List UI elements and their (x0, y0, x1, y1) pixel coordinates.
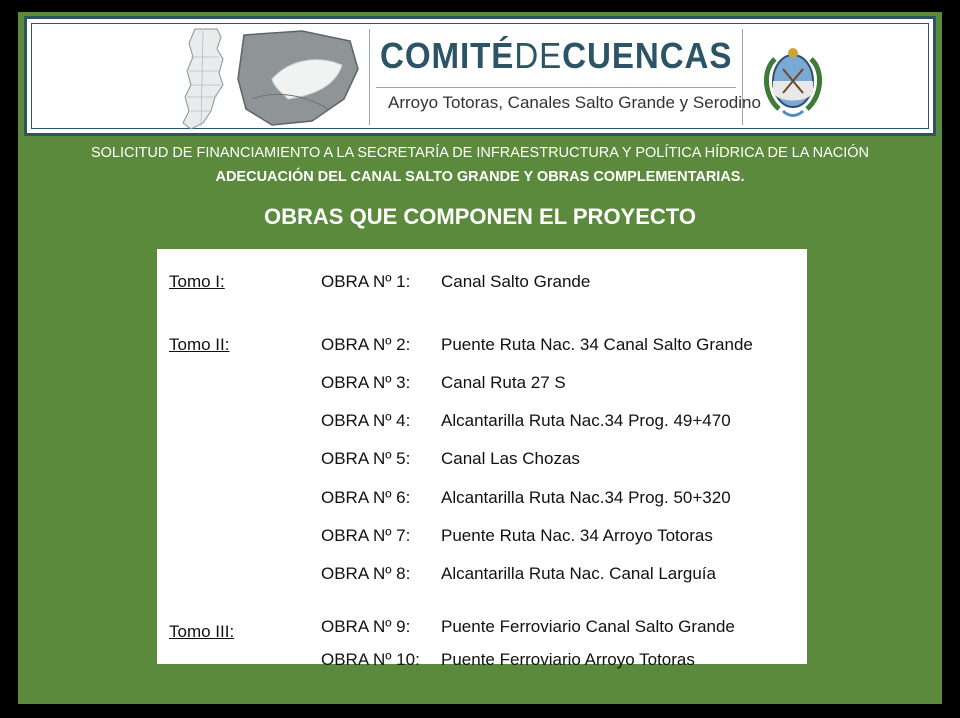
obra-number: OBRA Nº 9: (321, 617, 411, 636)
logo-title-thin: DE (514, 35, 563, 76)
obra-number: OBRA Nº 1: (321, 272, 411, 291)
obra-row (321, 564, 716, 584)
obra-description: Alcantarilla Ruta Nac. Canal Larguía (441, 564, 716, 583)
obra-row (321, 373, 566, 393)
obra-number: OBRA Nº 5: (321, 449, 411, 468)
obra-row (321, 526, 713, 546)
obra-number: OBRA Nº 4: (321, 411, 411, 430)
obra-number: OBRA Nº 10: (321, 650, 420, 669)
obra-row (321, 488, 731, 508)
logo-title-bold1: COMITÉ (380, 35, 515, 76)
obra-description: Puente Ruta Nac. 34 Arroyo Totoras (441, 526, 713, 545)
obra-row (321, 449, 580, 469)
obra-description: Puente Ferroviario Arroyo Totoras (441, 650, 695, 669)
obra-description: Alcantarilla Ruta Nac.34 Prog. 49+470 (441, 411, 731, 430)
obra-row (321, 411, 731, 431)
obra-description: Alcantarilla Ruta Nac.34 Prog. 50+320 (441, 488, 731, 507)
provincial-seal-icon (761, 39, 825, 121)
logo-subtitle: Arroyo Totoras, Canales Salto Grande y Serodino (388, 93, 761, 112)
logo-title (380, 35, 732, 77)
slide (18, 12, 942, 704)
request-title: SOLICITUD DE FINANCIAMIENTO A LA SECRETARÍA DE INFRAESTRUCTURA Y POLÍTICA HÍDRICA DE LA NACIÓN (90, 145, 870, 161)
basin-map-icon (232, 29, 362, 129)
header-banner (24, 16, 936, 136)
logo-title-bold2: CUENCAS (562, 35, 733, 76)
tomo-label: Tomo I: (169, 272, 225, 291)
obra-description: Canal Las Chozas (441, 449, 580, 468)
section-heading: OBRAS QUE COMPONEN EL PROYECTO (264, 204, 696, 229)
obra-row (321, 335, 753, 355)
obra-description: Puente Ferroviario Canal Salto Grande (441, 617, 735, 636)
project-title: ADECUACIÓN DEL CANAL SALTO GRANDE Y OBRAS COMPLEMENTARIAS. (215, 169, 745, 185)
obra-number: OBRA Nº 7: (321, 526, 411, 545)
obra-number: OBRA Nº 3: (321, 373, 411, 392)
obra-description: Canal Ruta 27 S (441, 373, 566, 392)
logo-divider (376, 87, 736, 88)
obra-row (321, 650, 695, 670)
province-map-icon (177, 27, 233, 131)
obra-number: OBRA Nº 6: (321, 488, 411, 507)
tomo-label: Tomo II: (169, 335, 230, 354)
obra-row (321, 272, 590, 292)
committee-logo (369, 29, 761, 125)
obra-number: OBRA Nº 8: (321, 564, 411, 583)
obra-description: Puente Ruta Nac. 34 Canal Salto Grande (441, 335, 753, 354)
obra-row (321, 617, 735, 637)
obra-number: OBRA Nº 2: (321, 335, 411, 354)
tomo-label: Tomo III: (169, 622, 235, 641)
obra-description: Canal Salto Grande (441, 272, 591, 291)
works-list-panel (157, 249, 807, 669)
